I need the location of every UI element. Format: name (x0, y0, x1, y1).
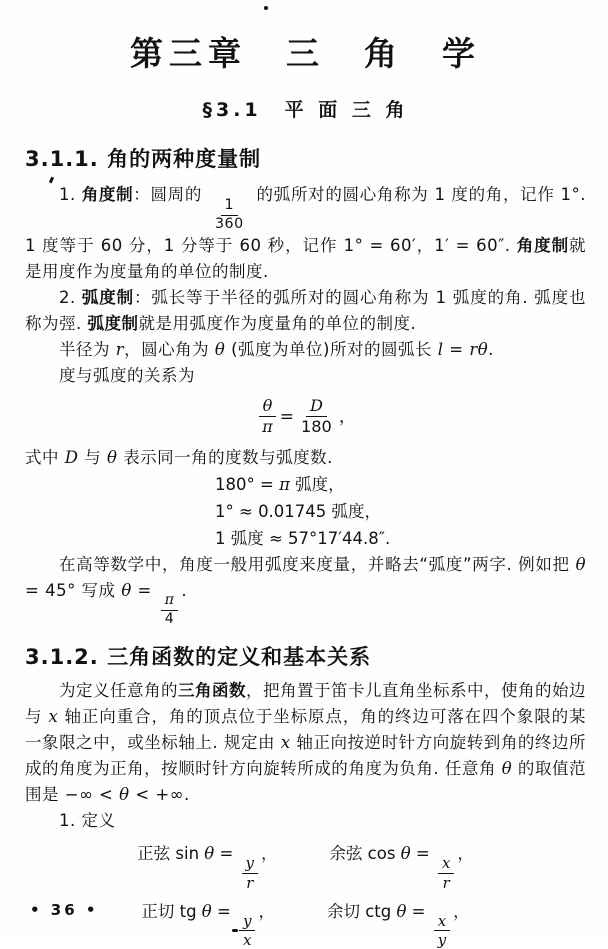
paragraph-trig-definition: 为定义任意角的三角函数，把角置于笛卡儿直角坐标系中，使角的始边与 x 轴正向重合，角的顶点位于坐标原点，角的终边可落在四个象限的某一象限之中，或坐标轴上. 规定由 x 轴正向按逆时针方向旋转到角的终边所成的角度为正角，按顺时针方向旋转所成的角度为负角. 任意角 θ 的取值范围是 −∞ < θ < +∞. (25, 681, 586, 805)
formula-conversion-line-3: 1 弧度 ≈ 57°17′44.8″. (215, 528, 391, 548)
paragraph-arc-length: 半径为 r，圆心角为 θ (弧度为单位)所对的圆弧长 l = rθ. (59, 339, 494, 359)
paragraph-advanced-math: 在高等数学中，角度一般用弧度来度量，并略去“弧度”两字. 例如把 θ = 45° 写成 θ = $\frac{\pi}{4}$ . (25, 554, 586, 628)
chapter-title: 第三章 三 角 学 (130, 34, 481, 73)
paragraph-definition-label: 1. 定义 (59, 811, 116, 831)
formula-sine: 正弦 sin θ = $\frac{y}{r}$ ， (137, 844, 278, 892)
formula-cotangent: 余切 ctg θ = $\frac{x}{y}$ ， (326, 901, 470, 949)
subsection-heading-311: 3.1.1. 角的两种度量制 (25, 147, 262, 171)
formula-conversion-line-2: 1° ≈ 0.01745 弧度， (215, 501, 382, 521)
paragraph-where-clause: 式中 D 与 θ 表示同一角的度数与弧度数. (25, 447, 333, 467)
paragraph-relation-intro: 度与弧度的关系为 (59, 365, 195, 385)
formula-conversion-block (25, 471, 586, 552)
subsection-heading-312: 3.1.2. 三角函数的定义和基本关系 (25, 645, 372, 670)
section-heading: §3.1 平 面 三 角 (202, 99, 409, 121)
scan-speck (232, 929, 238, 932)
paragraph-degree-system: 1. 角度制：圆周的 $\frac{1}{360}$ 的弧所对的圆心角称为 1 度的角，记作 1°. 1 度等于 60 分，1 分等于 60 秒，记作 1° = 60′，1′ = 60″. 角度制就是用度作为度量角的单位的制度. (25, 185, 587, 281)
page-number: • 36 • (30, 901, 99, 919)
formula-row-tg-ctg (25, 898, 586, 949)
formula-conversion-line-1: 180° = π 弧度， (215, 474, 345, 494)
paragraph-radian-system: 2. 弧度制：弧长等于半径的弧所对的圆心角称为 1 弧度的角. 弧度也称为弳. 弧度制就是用弧度作为度量角的单位的制度. (25, 287, 586, 333)
formula-row-sin-cos (25, 840, 586, 891)
formula-cosine: 余弦 cos θ = $\frac{x}{r}$ ， (329, 844, 474, 892)
formula-degree-radian-relation: $\frac{\theta}{\pi}$ = $\frac{D}{180}$ ， (25, 393, 586, 441)
formula-tangent: 正切 tg θ = $\frac{y}{x}$ ， (141, 901, 275, 949)
scan-speck (264, 6, 268, 10)
